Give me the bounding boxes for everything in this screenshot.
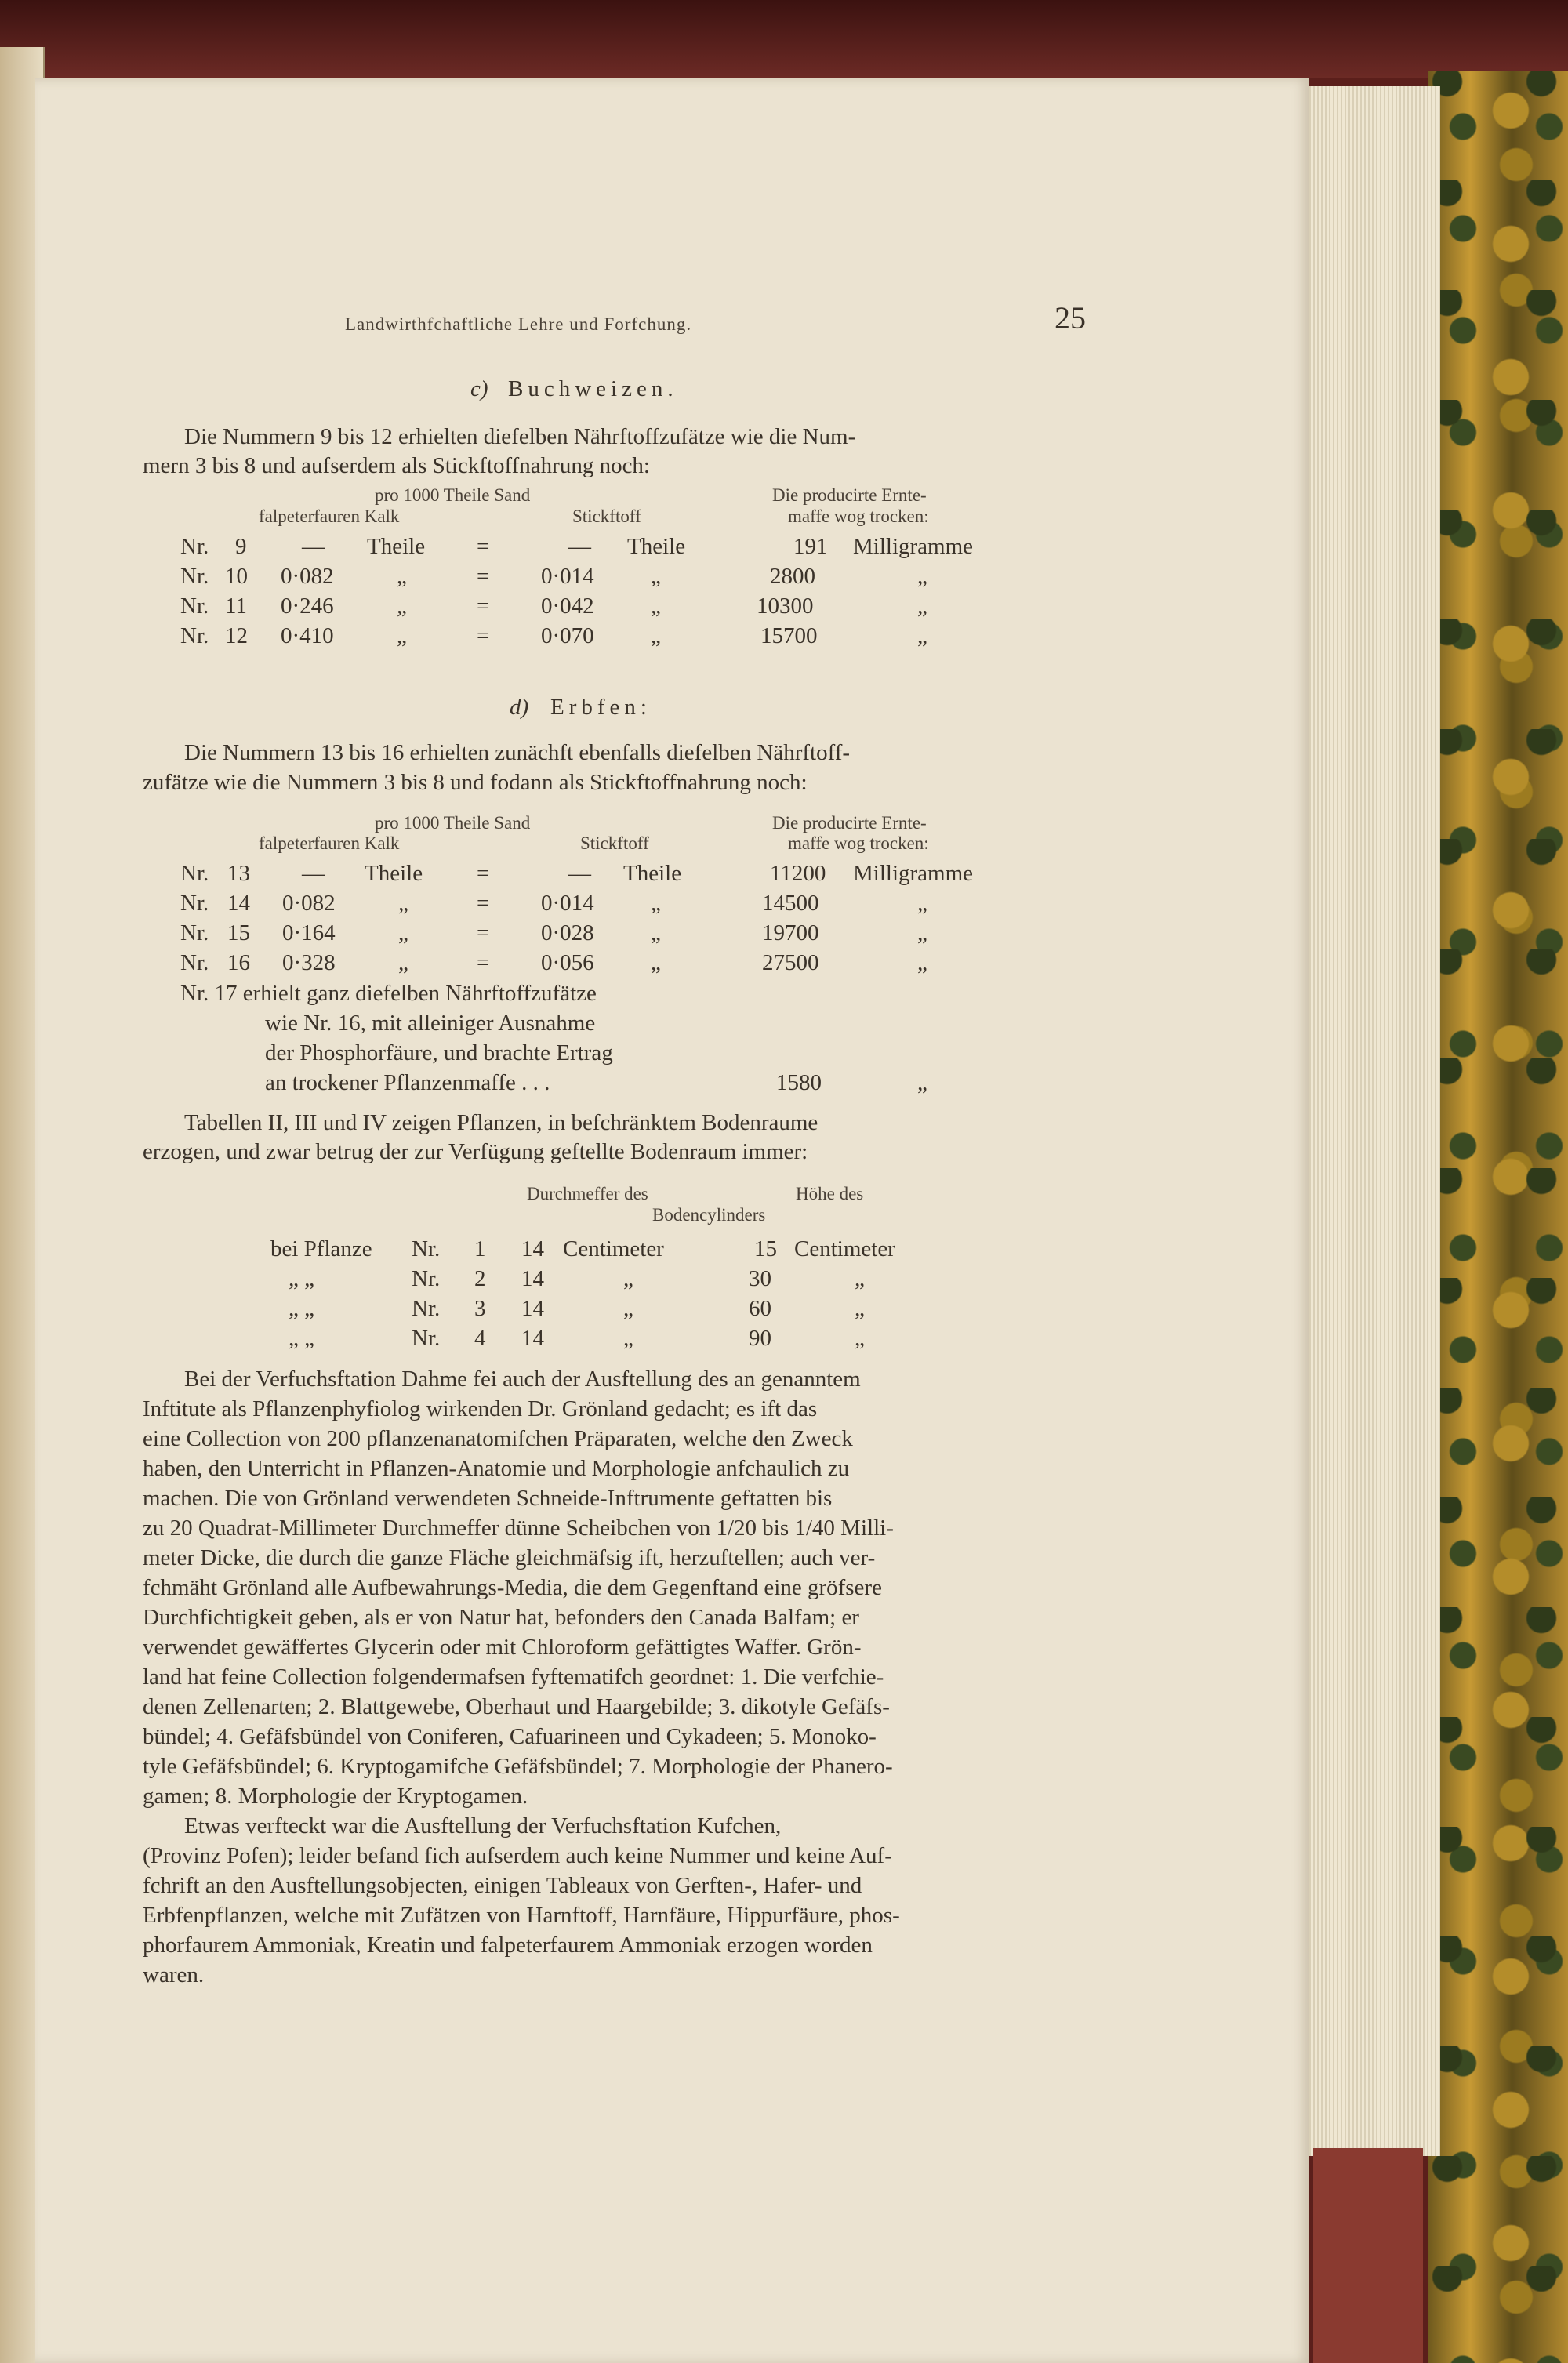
row-unit: „: [398, 891, 408, 916]
body-line: bündel; 4. Gefäfsbündel von Coniferen, Cafuarineen und Cykadeen; 5. Monoko-: [143, 1724, 877, 1749]
section-c-title: Buchweizen.: [508, 376, 678, 401]
row-num: 10: [225, 564, 248, 589]
row-yield: 14500: [762, 891, 819, 916]
row-stickstoff: 0·056: [541, 950, 594, 975]
row-unit: „: [623, 1296, 633, 1321]
col-header-per1000: pro 1000 Theile Sand: [375, 485, 531, 505]
row-num: 3: [474, 1296, 486, 1321]
nr17-line-4: an trockener Pflanzenmaffe . . .: [265, 1070, 550, 1095]
row-nr: Nr.: [180, 920, 209, 946]
row-unit: „: [917, 950, 927, 975]
row-equals: =: [477, 891, 490, 916]
row-kalk: 0·082: [281, 564, 334, 589]
row-yield: 2800: [770, 564, 815, 589]
row-nr: Nr.: [180, 623, 209, 648]
row-height: 90: [749, 1326, 771, 1351]
body-line: gamen; 8. Morphologie der Kryptogamen.: [143, 1784, 528, 1809]
book-cover-top: [0, 0, 1568, 78]
row-stickstoff: 0·014: [541, 891, 594, 916]
body-line: denen Zellenarten; 2. Blattgewebe, Oberhaut und Haargebilde; 3. dikotyle Gefäfs-: [143, 1694, 890, 1719]
row-num: 1: [474, 1236, 486, 1261]
row-yield: 11200: [770, 861, 826, 886]
tabellen-intro-2: erzogen, und zwar betrug der zur Verfügung geftellte Bodenraum immer:: [143, 1139, 808, 1164]
col-header-per1000: pro 1000 Theile Sand: [375, 813, 531, 833]
row-equals: =: [477, 861, 490, 886]
row-unit: „: [855, 1296, 865, 1321]
row-prefix: „ „: [289, 1266, 314, 1291]
row-nr: Nr.: [412, 1236, 441, 1261]
row-unit: „: [917, 891, 927, 916]
row-num: 16: [227, 950, 250, 975]
nr17-unit: „: [917, 1070, 927, 1095]
row-unit: „: [651, 623, 661, 648]
row-kalk: —: [302, 861, 325, 886]
row-unit: „: [623, 1326, 633, 1351]
nr17-line-2: wie Nr. 16, mit alleiniger Ausnahme: [265, 1011, 596, 1036]
body-line: phorfaurem Ammoniak, Kreatin und falpeterfaurem Ammoniak erzogen worden: [143, 1933, 873, 1958]
row-unit: „: [855, 1266, 865, 1291]
body-line: Durchfichtigkeit geben, als er von Natur hat, befonders den Canada Balfam; er: [143, 1605, 859, 1630]
row-unit: „: [651, 950, 661, 975]
row-equals: =: [477, 920, 490, 946]
row-num: 12: [225, 623, 248, 648]
col-header-diameter-2: Bodencylinders: [652, 1205, 766, 1225]
row-unit: „: [397, 564, 407, 589]
col-header-stickstoff: Stickftoff: [572, 506, 641, 526]
row-height: 60: [749, 1296, 771, 1321]
row-unit: „: [917, 593, 927, 619]
row-yield: 15700: [760, 623, 818, 648]
row-unit: „: [651, 920, 661, 946]
row-num: 14: [227, 891, 250, 916]
tabellen-intro-1: Tabellen II, III und IV zeigen Pflanzen, in befchränktem Bodenraume: [184, 1110, 818, 1135]
body-line: meter Dicke, die durch die ganze Fläche gleichmäfsig ift, herzuftellen; auch ver-: [143, 1545, 876, 1570]
row-nr: Nr.: [180, 891, 209, 916]
row-equals: =: [477, 593, 490, 619]
row-unit: „: [651, 593, 661, 619]
row-unit: „: [855, 1326, 865, 1351]
row-nr: Nr.: [412, 1296, 441, 1321]
section-c-intro-1: Die Nummern 9 bis 12 erhielten diefelben Nährftoffzufätze wie die Num-: [184, 424, 856, 449]
row-prefix: „ „: [289, 1296, 314, 1321]
row-stickstoff: 0·028: [541, 920, 594, 946]
page-number: 25: [1054, 300, 1086, 336]
cover-bottom-right: [1313, 2148, 1423, 2363]
section-d-intro-2: zufätze wie die Nummern 3 bis 8 und fodann als Stickftoffnahrung noch:: [143, 770, 808, 795]
row-unit: Theile: [623, 861, 682, 886]
body-line: haben, den Unterricht in Pflanzen-Anatomie und Morphologie anfchaulich zu: [143, 1456, 850, 1481]
row-unit: Centimeter: [563, 1236, 664, 1261]
col-header-stickstoff: Stickftoff: [580, 833, 649, 853]
row-nr: Nr.: [412, 1266, 441, 1291]
row-nr: Nr.: [180, 564, 209, 589]
nr17-line-3: der Phosphorfäure, und brachte Ertrag: [265, 1040, 613, 1065]
row-num: 13: [227, 861, 250, 886]
row-stickstoff: 0·042: [541, 593, 594, 619]
row-diameter: 14: [521, 1296, 544, 1321]
col-header-kalk: falpeterfauren Kalk: [259, 833, 400, 853]
body-line: eine Collection von 200 pflanzenanatomifchen Präparaten, welche den Zweck: [143, 1426, 853, 1451]
section-c-label: c): [470, 376, 488, 401]
row-kalk: 0·164: [282, 920, 336, 946]
marbled-endpaper: [1428, 71, 1568, 2363]
row-num: 9: [235, 534, 247, 559]
row-height: 30: [749, 1266, 771, 1291]
row-unit: „: [397, 623, 407, 648]
row-unit: „: [397, 593, 407, 619]
running-header: Landwirthfchaftliche Lehre und Forfchung.: [345, 314, 692, 334]
row-num: 15: [227, 920, 250, 946]
row-kalk: 0·082: [282, 891, 336, 916]
body-line: zu 20 Quadrat-Millimeter Durchmeffer dünne Scheibchen von 1/20 bis 1/40 Milli-: [143, 1515, 894, 1541]
nr17-yield: 1580: [776, 1070, 822, 1095]
row-stickstoff: —: [568, 861, 591, 886]
row-prefix: bei Pflanze: [270, 1236, 372, 1261]
row-stickstoff: 0·070: [541, 623, 594, 648]
row-nr: Nr.: [412, 1326, 441, 1351]
row-num: 11: [225, 593, 247, 619]
page-stack-edges: [1305, 86, 1440, 2156]
row-unit: „: [917, 623, 927, 648]
section-d-intro-1: Die Nummern 13 bis 16 erhielten zunächft ebenfalls diefelben Nährftoff-: [184, 740, 851, 765]
col-header-kalk: falpeterfauren Kalk: [259, 506, 400, 526]
row-equals: =: [477, 564, 490, 589]
row-unit: „: [917, 564, 927, 589]
row-unit: „: [398, 950, 408, 975]
row-unit: „: [651, 564, 661, 589]
row-yield: 191: [793, 534, 828, 559]
row-yield: 27500: [762, 950, 819, 975]
body-line: Etwas verfteckt war die Ausftellung der Verfuchsftation Kufchen,: [184, 1813, 782, 1838]
row-unit: Milligramme: [853, 534, 974, 559]
row-prefix: „ „: [289, 1326, 314, 1351]
body-line: machen. Die von Grönland verwendeten Schneide-Inftrumente geftatten bis: [143, 1486, 833, 1511]
row-unit: Centimeter: [794, 1236, 895, 1261]
col-header-height: Höhe des: [796, 1184, 864, 1203]
row-kalk: 0·328: [282, 950, 336, 975]
row-nr: Nr.: [180, 593, 209, 619]
body-line: verwendet gewäffertes Glycerin oder mit Chloroform gefättigtes Waffer. Grön-: [143, 1635, 862, 1660]
body-line: fchrift an den Ausftellungsobjecten, einigen Tableaux von Gerften-, Hafer- und: [143, 1873, 862, 1898]
row-stickstoff: 0·014: [541, 564, 594, 589]
row-kalk: 0·410: [281, 623, 334, 648]
row-diameter: 14: [521, 1266, 544, 1291]
row-diameter: 14: [521, 1326, 544, 1351]
col-header-ernte-2: maffe wog trocken:: [788, 506, 929, 526]
body-line: waren.: [143, 1962, 205, 1987]
row-yield: 19700: [762, 920, 819, 946]
row-unit: „: [398, 920, 408, 946]
row-unit: Theile: [627, 534, 686, 559]
col-header-ernte-1: Die producirte Ernte-: [772, 813, 927, 833]
row-unit: „: [623, 1266, 633, 1291]
row-equals: =: [477, 950, 490, 975]
body-line: land hat feine Collection folgendermafsen fyftematifch geordnet: 1. Die verfchie-: [143, 1664, 884, 1690]
row-unit: „: [651, 891, 661, 916]
row-kalk: —: [302, 534, 325, 559]
row-equals: =: [477, 623, 490, 648]
body-line: Inftitute als Pflanzenphyfiolog wirkenden Dr. Grönland gedacht; es ift das: [143, 1396, 818, 1421]
body-line: fchmäht Grönland alle Aufbewahrungs-Media, die dem Gegenftand eine gröfsere: [143, 1575, 882, 1600]
row-nr: Nr.: [180, 534, 209, 559]
body-line: Erbfenpflanzen, welche mit Zufätzen von Harnftoff, Harnfäure, Hippurfäure, phos-: [143, 1903, 900, 1928]
section-c-intro-2: mern 3 bis 8 und aufserdem als Stickftoffnahrung noch:: [143, 453, 650, 478]
row-equals: =: [477, 534, 490, 559]
row-unit: Theile: [365, 861, 423, 886]
col-header-diameter-1: Durchmeffer des: [527, 1184, 648, 1203]
row-stickstoff: —: [568, 534, 591, 559]
nr17-line-1: Nr. 17 erhielt ganz diefelben Nährftoffzufätze: [180, 981, 597, 1006]
section-d-label: d): [510, 695, 529, 720]
row-height: 15: [754, 1236, 777, 1261]
row-nr: Nr.: [180, 861, 209, 886]
body-line: Bei der Verfuchsftation Dahme fei auch der Ausftellung des an genanntem: [184, 1367, 861, 1392]
row-kalk: 0·246: [281, 593, 334, 619]
body-line: tyle Gefäfsbündel; 6. Kryptogamifche Gefäfsbündel; 7. Morphologie der Phanero-: [143, 1754, 893, 1779]
col-header-ernte-1: Die producirte Ernte-: [772, 485, 927, 505]
body-line: (Provinz Pofen); leider befand fich aufserdem auch keine Nummer und keine Auf-: [143, 1843, 892, 1868]
col-header-ernte-2: maffe wog trocken:: [788, 833, 929, 853]
row-unit: „: [917, 920, 927, 946]
row-num: 2: [474, 1266, 486, 1291]
row-num: 4: [474, 1326, 486, 1351]
row-unit: Theile: [367, 534, 426, 559]
section-d-title: Erbfen:: [550, 695, 652, 720]
row-nr: Nr.: [180, 950, 209, 975]
row-unit: Milligramme: [853, 861, 974, 886]
row-yield: 10300: [757, 593, 814, 619]
row-diameter: 14: [521, 1236, 544, 1261]
